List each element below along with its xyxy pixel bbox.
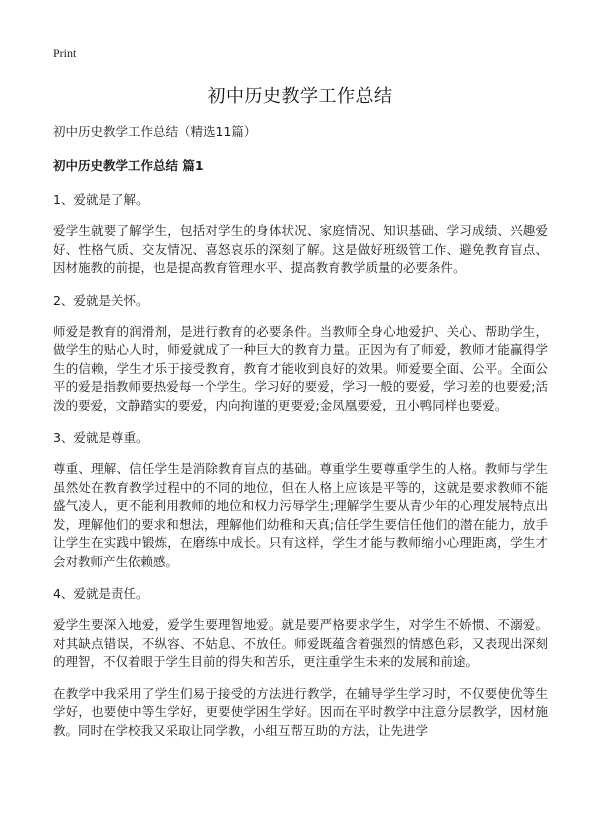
document-body xyxy=(53,122,548,753)
point-heading: 4、爱就是责任。 xyxy=(53,586,149,601)
paragraph: 师爱是教育的润滑剂，是进行教育的必要条件。当教师全身心地爱护、关心、帮助学生，做学生的贴心人时，师爱就成了一种巨大的教育力量。正因为有了师爱，教师才能赢得学生的信赖，学生才乐于接受教育，教育才能收到良好的效果。师爱要全面、公平。全面公平的爱是指教师要热爱每一个学生。学习好的要爱，学习一般的要爱，学习差的也要爱;活泼的要爱，文静踏实的要爱，内向拘谨的更要爱;金凤凰要爱，丑小鸭同样也要爱。 xyxy=(53,323,548,413)
page-title: 初中历史教学工作总结 xyxy=(207,86,393,107)
point-heading: 1、爱就是了解。 xyxy=(53,192,149,207)
print-link[interactable]: Print xyxy=(53,46,77,60)
section-title: 初中历史教学工作总结 篇1 xyxy=(53,158,204,173)
document-subtitle: 初中历史教学工作总结（精选11篇） xyxy=(53,124,257,139)
point-heading: 3、爱就是尊重。 xyxy=(53,430,149,445)
paragraph: 爱学生就要了解学生，包括对学生的身体状况、家庭情况、知识基础、学习成绩、兴趣爱好、性格气质、交友情况、喜怒哀乐的深刻了解。这是做好班级管工作、避免教育盲点、因材施教的前提，也是提高教育管理水平、提高教育教学质量的必要条件。 xyxy=(53,223,548,275)
paragraph: 爱学生要深入地爱，爱学生要理智地爱。就是要严格要求学生，对学生不娇惯、不溺爱。对其缺点错误，不纵容、不姑息、不放任。师爱既蕴含着强烈的情感色彩，又表现出深刻的理智，不仅着眼于学生目前的得失和苦乐，更注重学生未来的发展和前途。 xyxy=(53,617,548,669)
paragraph: 尊重、理解、信任学生是消除教育盲点的基础。尊重学生要尊重学生的人格。教师与学生虽然处在教育教学过程中的不同的地位，但在人格上应该是平等的，这就是要求教师不能盛气凌人，更不能利用教师的地位和权力污辱学生;理解学生要从青少年的心理发展特点出发，理解他们的要求和想法，理解他们幼稚和天真;信任学生要信任他们的潜在能力，放手让学生在实践中锻炼，在磨练中成长。只有这样，学生才能与教师缩小心理距离，学生才会对教师产生依赖感。 xyxy=(53,461,548,569)
paragraph: 在教学中我采用了学生们易于接受的方法进行教学，在辅导学生学习时，不仅要使优等生学好，也要使中等生学好，更要使学困生学好。因而在平时教学中注意分层教学，因材施教。同时在学校我又采取让同学教，小组互帮互助的方法，让先进学 xyxy=(53,685,548,738)
point-heading: 2、爱就是关怀。 xyxy=(53,292,149,308)
